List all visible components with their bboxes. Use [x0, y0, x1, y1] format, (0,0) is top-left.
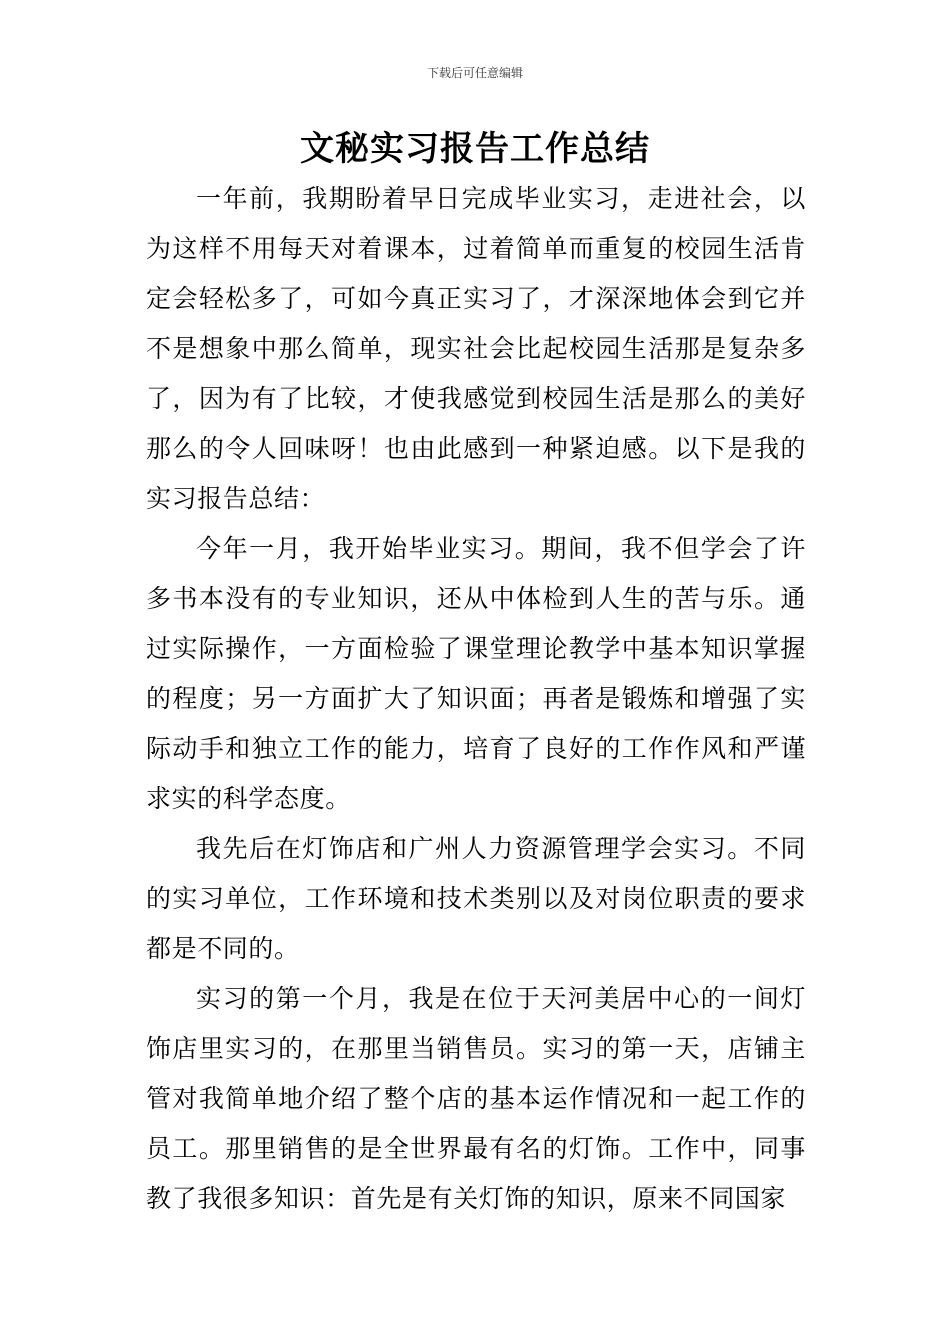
paragraph: 一年前，我期盼着早日完成毕业实习，走进社会，以为这样不用每天对着课本，过着简单而重复的校园生活肯定会轻松多了，可如今真正实习了，才深深地体会到它并不是想象中那么简单，现实社会比起校园生活那是复杂多了，因为有了比较，才使我感觉到校园生活是那么的美好那么的令人回味呀！也由此感到一种紧迫感。以下是我的实习报告总结：: [146, 184, 806, 513]
document-body: [146, 174, 806, 1224]
paragraph: 今年一月，我开始毕业实习。期间，我不但学会了许多书本没有的专业知识，还从中体检到人生的苦与乐。通过实际操作，一方面检验了课堂理论教学中基本知识掌握的程度；另一方面扩大了知识面；再者是锻炼和增强了实际动手和独立工作的能力，培育了良好的工作作风和严谨求实的科学态度。: [146, 534, 806, 813]
header-note: 下载后可任意编辑: [426, 66, 523, 80]
document-title: 文秘实习报告工作总结: [300, 129, 650, 169]
paragraph: 实习的第一个月，我是在位于天河美居中心的一间灯饰店里实习的，在那里当销售员。实习的第一天，店铺主管对我简单地介绍了整个店的基本运作情况和一起工作的员工。那里销售的是全世界最有名的灯饰。工作中，同事教了我很多知识：首先是有关灯饰的知识，原来不同国家: [146, 984, 806, 1213]
paragraph: 我先后在灯饰店和广州人力资源管理学会实习。不同的实习单位，工作环境和技术类别以及对岗位职责的要求都是不同的。: [146, 834, 806, 963]
